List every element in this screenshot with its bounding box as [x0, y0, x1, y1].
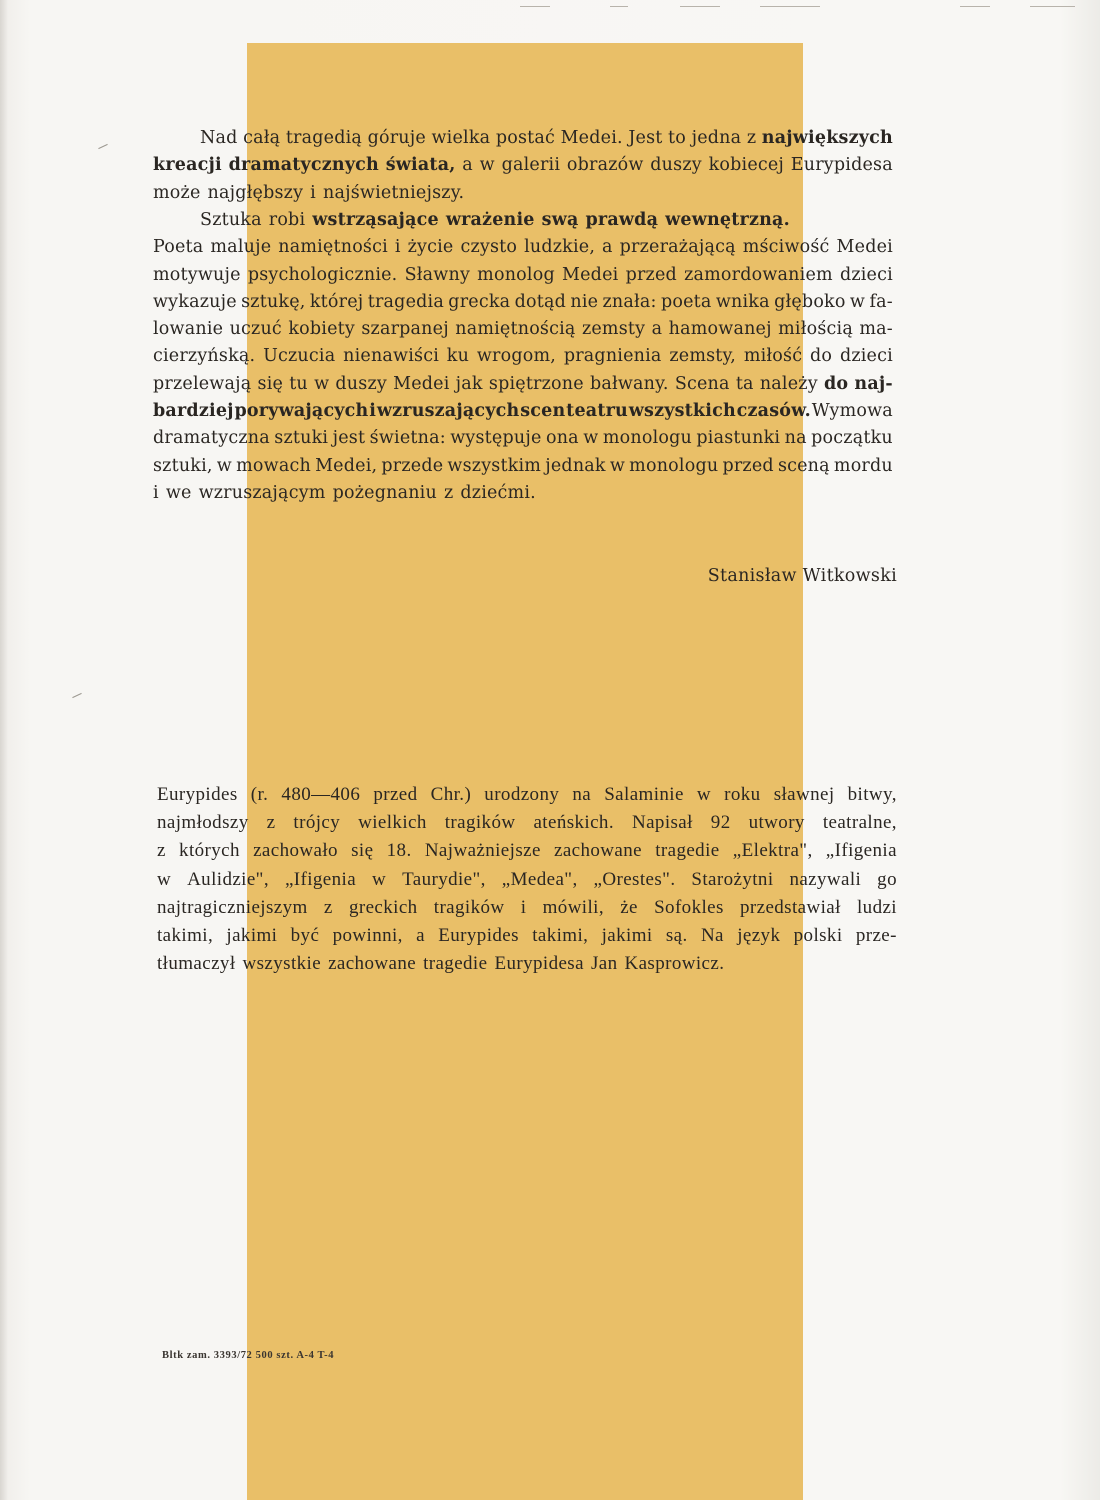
word: na: [572, 784, 592, 805]
word: największych: [761, 128, 893, 148]
word: kobiety: [288, 319, 355, 340]
word: z: [746, 128, 757, 148]
page-edge-shadow: [0, 0, 8, 1500]
word: Jan: [590, 953, 618, 975]
text-line: [153, 427, 893, 449]
ochre-vertical-band: [247, 43, 803, 1500]
word: mówili,: [542, 896, 604, 918]
word: występuje: [450, 428, 542, 449]
word: swą: [541, 209, 579, 230]
word: przelewają: [153, 373, 252, 394]
word: duszy: [650, 155, 702, 176]
word: Eurypides: [438, 925, 519, 946]
word: a: [462, 155, 473, 176]
word: wzruszających: [376, 401, 520, 421]
word: uczuć: [229, 319, 282, 340]
word: roku: [724, 784, 761, 805]
word: monolog: [477, 264, 555, 285]
text-line: [153, 154, 893, 176]
word: zachowało: [253, 840, 338, 862]
word: góruje: [367, 128, 426, 148]
word: których: [179, 840, 240, 862]
word: fa-: [869, 291, 893, 312]
word: prze-: [855, 925, 897, 946]
word: i: [153, 482, 159, 503]
word: Chr.): [430, 784, 472, 805]
text-line: [153, 182, 893, 204]
word: przed: [625, 264, 677, 285]
text-line: [157, 953, 897, 975]
word: scen: [520, 401, 566, 421]
text-line: [153, 318, 893, 340]
word: psychologicznie.: [247, 264, 398, 285]
word: ludzi: [857, 896, 897, 918]
word: Medei,: [315, 455, 378, 476]
word: się: [351, 840, 374, 862]
word: mściwość: [742, 237, 830, 258]
word: go: [877, 868, 897, 890]
word: wykazuje: [153, 291, 237, 312]
word: należy: [759, 373, 818, 394]
word: Kasprowicz.: [624, 953, 725, 975]
word: wnika: [715, 291, 770, 312]
word: miłością: [778, 319, 853, 340]
word: język: [737, 925, 781, 946]
word: najmłodszy: [157, 812, 249, 834]
word: zamordowaniem: [684, 264, 833, 285]
word: ta: [735, 373, 754, 394]
word: w: [849, 291, 866, 312]
word: bardziej: [153, 401, 234, 421]
word: pożegnaniu: [332, 482, 437, 503]
word: „Ifigenia: [284, 868, 357, 890]
word: w: [609, 455, 626, 476]
word: tu: [289, 373, 308, 394]
word: monologu: [602, 428, 692, 449]
text-line: [153, 373, 893, 395]
word: się: [257, 373, 284, 394]
word: polski: [793, 925, 843, 946]
word: Taurydie",: [402, 868, 486, 890]
text-line: [153, 455, 893, 477]
text-line: [200, 209, 790, 231]
word: grecka: [448, 291, 511, 312]
word: są.: [665, 925, 688, 946]
word: tragedia: [367, 291, 444, 312]
word: takimi,: [157, 925, 214, 946]
word: czysto: [460, 237, 518, 258]
word: początku: [811, 428, 893, 449]
word: a: [651, 319, 663, 340]
author-signature: Stanisław Witkowski: [707, 566, 897, 586]
word: dotąd: [514, 291, 567, 312]
word: ludzkie,: [524, 237, 596, 258]
word: której: [309, 291, 364, 312]
word: sławnej: [773, 784, 835, 805]
word: duszy: [335, 373, 387, 394]
word: w: [157, 868, 172, 890]
word: najświetniejszy.: [322, 182, 465, 203]
word: głęboko: [774, 291, 846, 312]
word: maluje: [210, 237, 272, 258]
word: namiętnością: [455, 319, 576, 340]
word: z: [323, 896, 333, 918]
word: i: [394, 237, 401, 258]
word: teatralne,: [822, 812, 897, 834]
word: w: [479, 155, 495, 176]
word: przed: [722, 455, 774, 476]
word: bałwany.: [589, 373, 669, 394]
text-line: [157, 925, 897, 947]
word: dziećmi.: [460, 482, 536, 503]
word: w: [216, 455, 232, 476]
word: porywających: [234, 401, 369, 421]
word: Eurypidesa: [790, 155, 893, 176]
word: ona: [545, 428, 579, 449]
word: motywuje: [153, 264, 241, 285]
word: „Medea",: [501, 868, 578, 890]
word: „Elektra",: [732, 840, 813, 862]
word: jakimi: [601, 925, 653, 946]
text-line: [153, 400, 893, 422]
word: w: [696, 784, 712, 805]
word: wielkich: [358, 812, 427, 834]
word: Jest: [628, 128, 663, 148]
word: utwory: [748, 812, 805, 834]
word: sceną: [777, 455, 830, 476]
word: obrazów: [566, 155, 644, 176]
word: Napisał: [631, 812, 693, 834]
text-line: [200, 127, 893, 149]
text-line: [157, 812, 897, 834]
word: a: [602, 237, 613, 258]
word: „Ifigenia: [825, 840, 897, 862]
top-edge-marks: [0, 0, 1100, 14]
word: ateńskich.: [533, 812, 614, 834]
word: zemsty: [581, 319, 646, 340]
word: w: [314, 373, 330, 394]
word: namiętności: [278, 237, 388, 258]
word: prawdą: [585, 209, 659, 230]
word: przedstawiał: [739, 896, 841, 918]
word: Wymowa: [811, 401, 893, 421]
word: najgłębszy: [207, 182, 304, 203]
word: tragedie: [655, 840, 720, 862]
word: robi: [268, 209, 306, 230]
word: a: [416, 925, 425, 946]
word: Sławny: [404, 264, 471, 285]
text-line: [157, 840, 897, 862]
word: teatru: [566, 401, 628, 421]
word: piastunki: [696, 428, 781, 449]
word: Scena: [674, 373, 730, 394]
word: jak: [455, 373, 483, 394]
word: i: [369, 401, 377, 421]
text-line: [153, 482, 893, 504]
word: 92: [710, 812, 731, 834]
text-line: [153, 345, 893, 367]
word: tragedią: [285, 128, 363, 148]
scan-mark: [98, 144, 107, 149]
word: ma-: [859, 319, 893, 340]
text-line: [157, 869, 897, 891]
word: czasów.: [736, 401, 811, 421]
word: tragików: [433, 896, 505, 918]
word: we: [165, 482, 192, 503]
word: galerii: [501, 155, 561, 176]
word: wszystkie: [242, 953, 322, 975]
word: znała:: [602, 291, 657, 312]
word: Sofokles: [654, 896, 724, 918]
word: jednak: [545, 455, 606, 476]
word: Aulidzie",: [187, 868, 269, 890]
word: zemsty,: [669, 346, 737, 367]
word: z: [157, 840, 166, 862]
word: trójcy: [293, 812, 341, 834]
word: Starożytni: [691, 868, 774, 890]
word: być: [290, 925, 320, 946]
word: ku: [446, 346, 470, 367]
word: może: [153, 182, 201, 203]
word: poeta: [660, 291, 712, 312]
word: naj-: [854, 373, 893, 394]
word: zachowane: [328, 953, 417, 975]
word: powinni,: [332, 925, 403, 946]
word: mowach: [236, 455, 311, 476]
word: Na: [700, 925, 724, 946]
word: dzieci: [839, 264, 893, 285]
text-line: [153, 264, 893, 286]
text-line: [153, 236, 893, 258]
word: 18.: [386, 840, 412, 862]
word: jedna: [691, 128, 742, 148]
word: tłumaczył: [157, 953, 236, 975]
word: wszystkim: [447, 455, 542, 476]
word: sztukę,: [241, 291, 306, 312]
word: Medei: [836, 237, 893, 258]
word: życie: [407, 237, 454, 258]
word: bitwy,: [847, 784, 897, 805]
word: Uczucia: [263, 346, 336, 367]
word: dramatycznych: [228, 155, 379, 176]
word: urodzony: [484, 784, 560, 805]
word: przed: [373, 784, 418, 805]
word: miłość: [743, 346, 803, 367]
word: świetna:: [369, 428, 446, 449]
word: wrażenie: [445, 209, 535, 230]
word: do: [823, 373, 849, 394]
word: Salaminie: [604, 784, 684, 805]
word: przede: [381, 455, 444, 476]
scan-mark: [72, 693, 81, 698]
word: nienawiści: [343, 346, 440, 367]
word: szarpanej: [361, 319, 449, 340]
word: świata,: [385, 155, 456, 176]
word: całą: [243, 128, 281, 148]
word: Poeta: [153, 237, 204, 258]
text-line: [153, 291, 893, 313]
word: (r.: [250, 784, 269, 805]
word: nazywali: [789, 868, 862, 890]
word: z: [443, 482, 454, 503]
word: sztuki: [274, 428, 329, 449]
word: Eurypidesa: [494, 953, 584, 975]
word: do: [810, 346, 833, 367]
word: w: [372, 868, 387, 890]
word: lowanie: [153, 319, 224, 340]
word: jakimi: [226, 925, 278, 946]
word: takimi,: [532, 925, 589, 946]
word: Medei.: [560, 128, 623, 148]
word: cierzyńską.: [153, 346, 256, 367]
word: pragnienia: [563, 346, 662, 367]
word: monologu: [629, 455, 719, 476]
word: Medei: [562, 264, 619, 285]
word: najtragiczniejszym: [157, 896, 308, 918]
word: wszystkich: [628, 401, 736, 421]
word: kreacji: [153, 155, 222, 176]
printer-imprint: Bltk zam. 3393/72 500 szt. A-4 T-4: [162, 1350, 335, 1361]
word: i: [310, 182, 316, 203]
word: spiętrzone: [488, 373, 584, 394]
word: Medei: [393, 373, 450, 394]
word: Sztuka: [200, 209, 262, 230]
text-line: [157, 897, 897, 919]
word: postać: [495, 128, 556, 148]
word: dzieci: [839, 346, 893, 367]
word: tragedie: [423, 953, 488, 975]
word: hamowanej: [668, 319, 772, 340]
word: wewnętrzną.: [665, 209, 790, 230]
word: że: [620, 896, 638, 918]
word: greckich: [348, 896, 418, 918]
word: wzruszającym: [198, 482, 326, 503]
word: Najważniejsze: [424, 840, 541, 862]
word: Eurypides: [157, 784, 238, 805]
text-line: [157, 784, 897, 806]
word: Nad: [200, 128, 238, 148]
word: jest: [332, 428, 366, 449]
word: dramatyczna: [153, 428, 270, 449]
word: 480—406: [281, 784, 361, 805]
word: sztuki,: [153, 455, 213, 476]
word: z: [266, 812, 276, 834]
word: przerażającą: [619, 237, 736, 258]
word: zachowane: [554, 840, 642, 862]
word: kobiecej: [708, 155, 785, 176]
word: na: [784, 428, 807, 449]
word: tragików: [444, 812, 516, 834]
word: w: [583, 428, 599, 449]
word: to: [668, 128, 687, 148]
word: nie: [570, 291, 599, 312]
word: „Orestes".: [593, 868, 676, 890]
word: wielka: [431, 128, 491, 148]
word: i: [520, 896, 527, 918]
word: wstrząsające: [312, 209, 439, 230]
word: mordu: [833, 455, 893, 476]
word: wrogom,: [476, 346, 557, 367]
